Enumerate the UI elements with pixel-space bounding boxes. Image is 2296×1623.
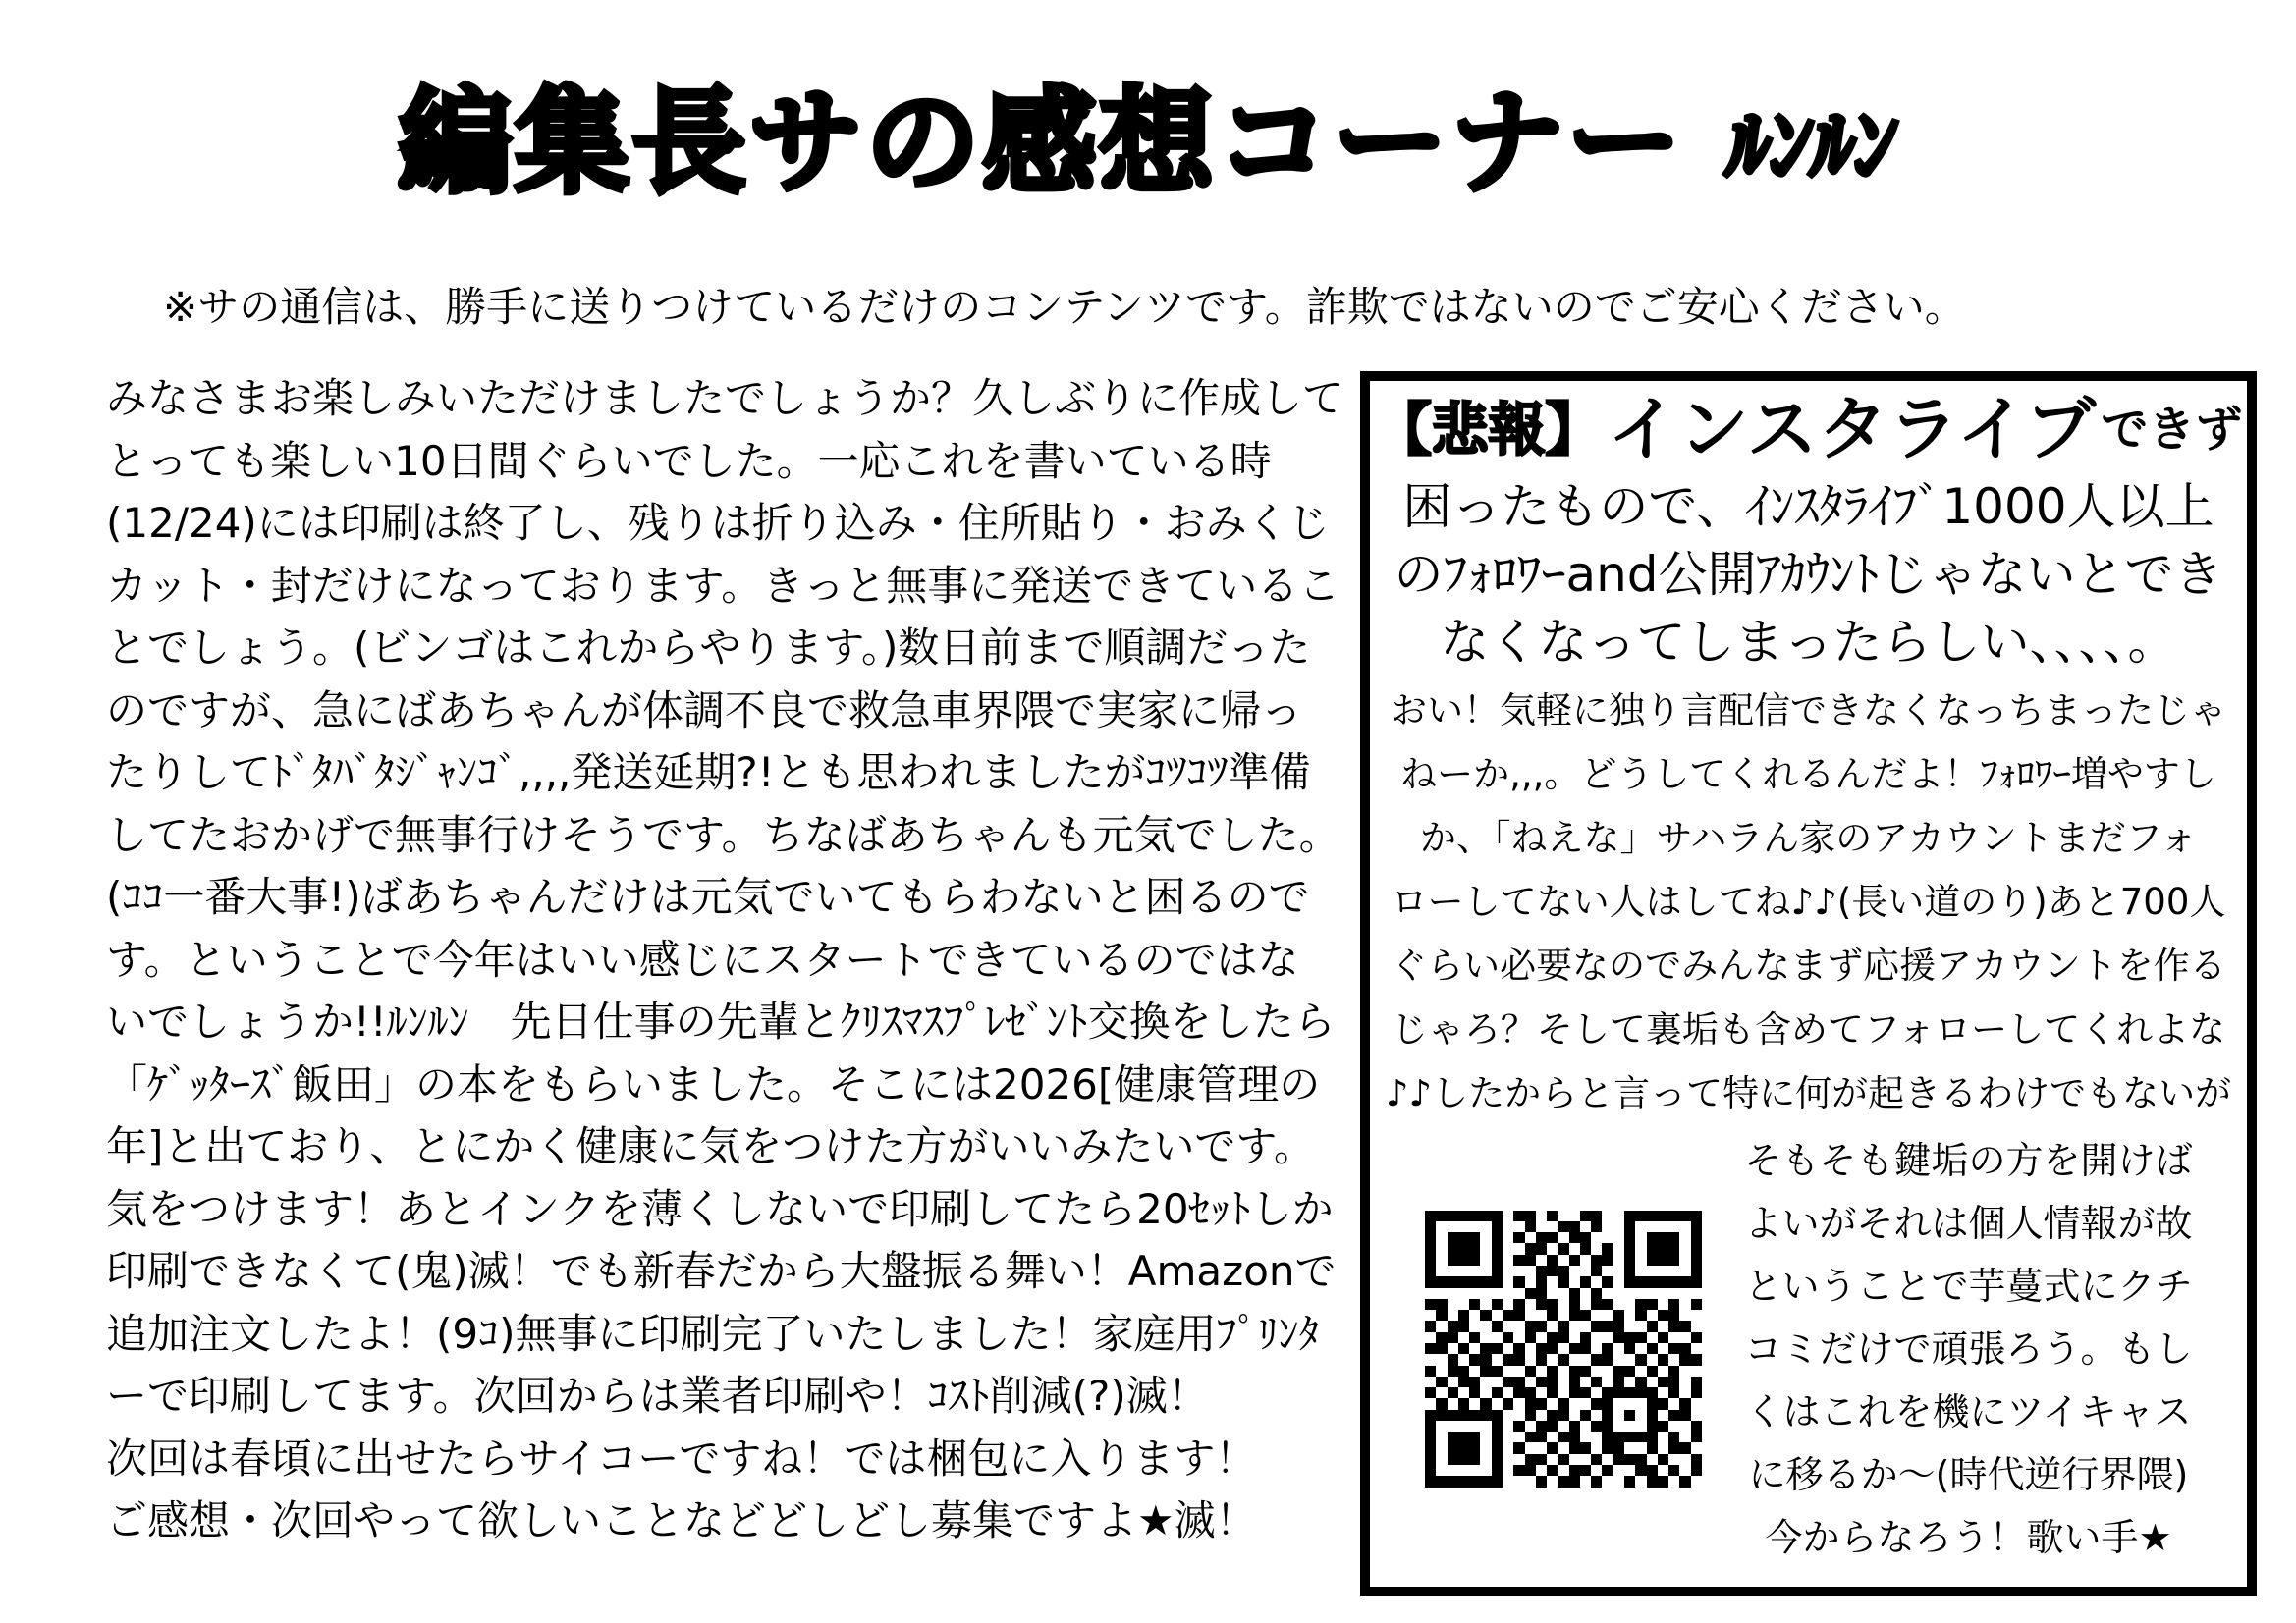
box-lead-line: なくなってしまったらしい、、、、。 bbox=[1440, 613, 2177, 671]
qr-caption-line: よいがそれは個人情報が故 bbox=[1744, 1201, 2193, 1245]
box-lead-line: 困ったもので、ｲﾝｽﾀﾗｲﾌﾞ1000人以上 bbox=[1402, 477, 2214, 535]
body-line: (12/24)には印刷は終了し、残りは折り込み・住所貼り・おみくじ bbox=[106, 499, 1330, 547]
body-line: 「ｹﾞｯﾀｰｽﾞ飯田」の本をもらいました。そこには2026[健康管理の bbox=[106, 1059, 1321, 1109]
qr-caption-line: に移るか〜(時代逆行界隈) bbox=[1748, 1452, 2189, 1496]
box-body-line: おい！気軽に独り言配信できなくなっちまったじゃ bbox=[1391, 688, 2226, 731]
box-lead bbox=[1370, 473, 2247, 676]
body-line: ーで印刷してます。次回からは業者印刷や！ｺｽﾄ削減(?)滅！ bbox=[106, 1372, 1209, 1420]
body-line: たりしてﾄﾞﾀﾊﾞﾀｼﾞｬﾝｺﾞ,,,,発送延期?!とも思われましたがｺﾂｺﾂ準備 bbox=[106, 748, 1311, 796]
body-line: とっても楽しい10日間ぐらいでした。一応これを書いている時 bbox=[106, 436, 1272, 485]
qr-caption-line: そもそも鍵垢の方を開けば bbox=[1744, 1138, 2193, 1182]
box-lead-line: のﾌｫﾛﾜｰand公開ｱｶｳﾝﾄじゃないとでき bbox=[1394, 545, 2223, 603]
disclaimer-text: ※サの通信は、勝手に送りつけているだけのコンテンツです。詐欺ではないのでご安心ください。 bbox=[163, 283, 1966, 331]
page-title: 編集長サの感想コーナー bbox=[398, 77, 1684, 209]
body-line: ご感想・次回やって欲しいことなどどしどし募集ですよ★滅！ bbox=[106, 1496, 1257, 1544]
body-line: 気をつけます！あとインクを薄くしないで印刷してたら20ｾｯﾄしか bbox=[106, 1184, 1334, 1233]
body-line: (ｺｺ一番大事!)ばあちゃんだけは元気でいてもらわないと困るので bbox=[106, 873, 1310, 921]
box-heading-prefix: 【悲報】 bbox=[1374, 396, 1603, 463]
page-title-suffix: ﾙﾝﾙﾝ bbox=[1722, 96, 1902, 195]
body-line: いでしょうか!!ﾙﾝﾙﾝ 先日仕事の先輩とｸﾘｽﾏｽﾌﾟﾚｾﾞﾝﾄ交換をしたら bbox=[106, 998, 1336, 1046]
qr-caption-line: ということで芋蔓式にクチ bbox=[1744, 1264, 2193, 1308]
qr-caption-line: 今からなろう！歌い手★ bbox=[1765, 1515, 2172, 1559]
body-line: す。ということで今年はいい感じにスタートできているのではな bbox=[106, 935, 1299, 984]
title-row bbox=[0, 51, 2296, 215]
qr-caption-line: コミだけで頑張ろう。もし bbox=[1744, 1326, 2193, 1371]
box-heading-suffix: できず bbox=[2101, 402, 2243, 458]
box-body-line: ぐらい必要なのでみんなまず応援アカウントを作る bbox=[1391, 944, 2226, 987]
qr-caption-line: くはこれを機にツイキャス bbox=[1745, 1389, 2192, 1434]
body-line: 次回は春頃に出せたらサイコーですね！では梱包に入ります！ bbox=[106, 1434, 1257, 1483]
body-line: みなさまお楽しみいただけましたでしょうか？久しぶりに作成して bbox=[106, 374, 1344, 422]
body-line: とでしょう。(ビンゴはこれからやります。)数日前まで順調だった bbox=[106, 623, 1311, 672]
box-body-line: か、「ねえな」サハラん家のアカウントまだフォ bbox=[1419, 816, 2198, 859]
box-body-line: ローしてない人はしてね♪♪(長い道のり)あと700人 bbox=[1391, 880, 2226, 923]
body-line: 年]と出ており、とにかく健康に気をつけた方がいいみたいです。 bbox=[106, 1122, 1316, 1170]
box-body-line: じゃろ？そして裏垢も含めてフォローしてくれよな bbox=[1391, 1007, 2226, 1051]
sad-news-box bbox=[1360, 371, 2257, 1596]
box-body-line: ♪♪したからと言って特に何が起きるわけでもないが bbox=[1385, 1071, 2232, 1114]
editor-comment-column bbox=[106, 367, 1357, 1552]
box-body-line: ねーか,,,。どうしてくれるんだよ！ﾌｫﾛﾜｰ増やすし bbox=[1400, 752, 2216, 795]
box-heading bbox=[1370, 388, 2247, 470]
body-line: 追加注文したよ！(9ｺ)無事に印刷完了いたしました！家庭用ﾌﾟﾘﾝﾀ bbox=[106, 1309, 1320, 1358]
body-line: のですが、急にばあちゃんが体調不良で救急車界隈で実家に帰っ bbox=[106, 685, 1303, 734]
box-body bbox=[1370, 678, 2247, 1125]
body-line: してたおかげで無事行けそうです。ちなばあちゃんも元気でした。 bbox=[106, 810, 1340, 859]
box-heading-main: インスタライブ bbox=[1607, 388, 2097, 470]
qr-caption bbox=[1702, 1129, 2235, 1569]
qr-code bbox=[1425, 1211, 1702, 1488]
body-line: カット・封だけになっております。きっと無事に発送できているこ bbox=[106, 561, 1340, 610]
body-line: 印刷できなくて(鬼)滅！でも新春だから大盤振る舞い！Amazonで bbox=[106, 1247, 1337, 1295]
qr-section bbox=[1370, 1129, 2247, 1569]
